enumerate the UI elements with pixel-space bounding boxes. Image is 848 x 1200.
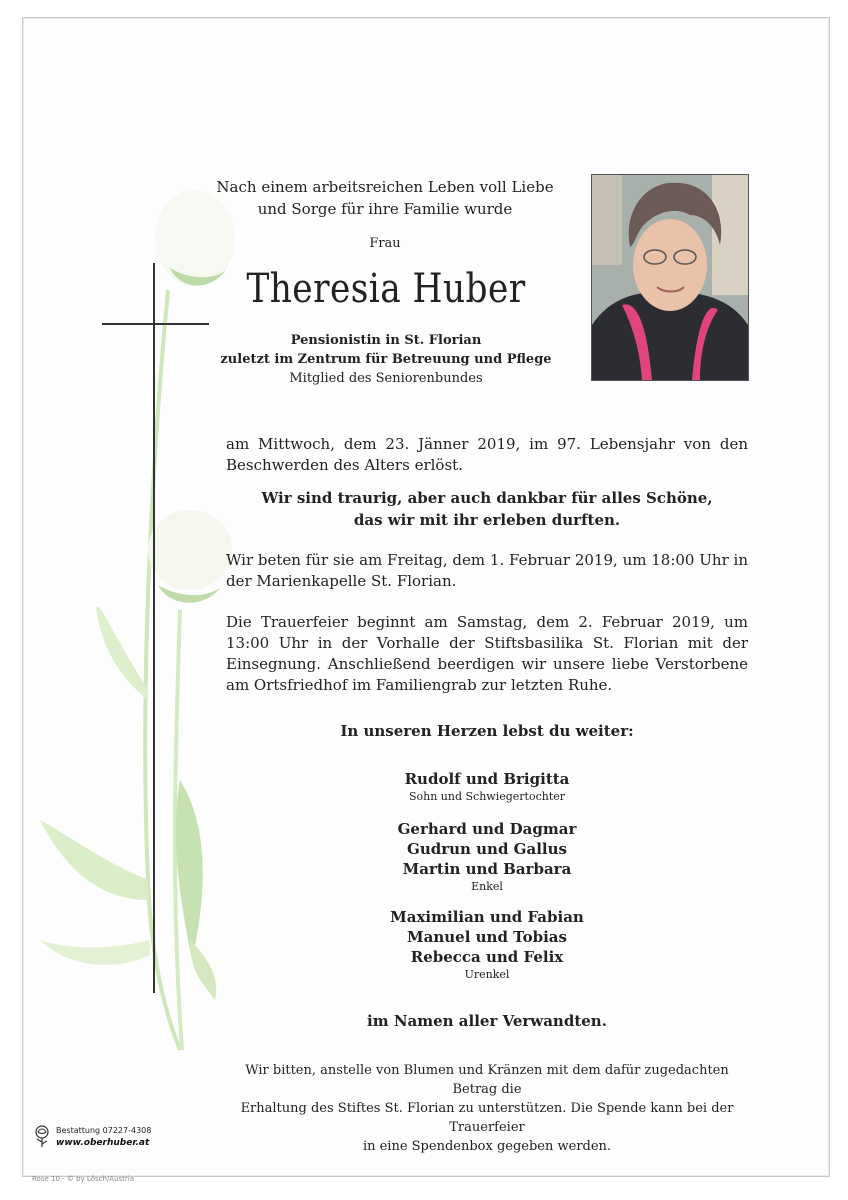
family-name: Rudolf und Brigitta: [404, 770, 570, 788]
funeral-notice: Die Trauerfeier beginnt am Samstag, dem 2. Februar 2019, um 13:00 Uhr in der Vorhalle der Stiftsbasilika St. Florian mit der Einsegnung. Anschließend beerdigen wir unsere liebe Verstorbene am Ortsfriedhof im Familiengrab zur letzten Ruhe.: [226, 613, 748, 694]
title-line: Pensionistin in St. Florian: [290, 333, 482, 348]
family-name: Rebecca und Felix: [410, 948, 564, 966]
cross-horizontal: [102, 323, 209, 325]
family-name: Martin und Barbara: [402, 860, 572, 878]
family-group-grandchildren: [300, 819, 674, 895]
quote-line: Wir sind traurig, aber auch dankbar für alles Schöne,: [261, 489, 713, 507]
logo-phone: Bestattung 07227-4308: [56, 1126, 152, 1135]
deceased-name: Theresia Huber: [246, 266, 526, 312]
salutation: Frau: [369, 236, 401, 251]
relatives-line: im Namen aller Verwandten.: [367, 1012, 607, 1030]
funeral-home-logo: [32, 1124, 172, 1154]
intro-text: [200, 176, 570, 220]
donation-note: [226, 1061, 748, 1156]
rose-logo-icon: [32, 1124, 52, 1148]
quote-line: das wir mit ihr erleben durften.: [353, 511, 621, 529]
family-name: Manuel und Tobias: [407, 928, 567, 946]
titles: [200, 331, 572, 388]
intro-line: und Sorge für ihre Familie wurde: [257, 200, 513, 218]
quote: [226, 487, 748, 531]
title-line: Mitglied des Seniorenbundes: [289, 371, 483, 386]
family-name: Gerhard und Dagmar: [397, 820, 577, 838]
title-line: zuletzt im Zentrum für Betreuung und Pflege: [220, 352, 552, 367]
donation-line: Wir bitten, anstelle von Blumen und Kränzen mit dem dafür zugedachten Betrag die: [245, 1063, 729, 1097]
family-relation: Sohn und Schwiegertochter: [408, 790, 566, 803]
family-relation: Enkel: [471, 880, 503, 893]
family-name: Gudrun und Gallus: [407, 840, 567, 858]
cross-vertical: [153, 263, 155, 993]
prayer-notice: Wir beten für sie am Freitag, dem 1. Februar 2019, um 18:00 Uhr in der Marienkapelle St. Florian.: [226, 551, 748, 590]
hearts-heading: In unseren Herzen lebst du weiter:: [340, 722, 634, 740]
death-notice: am Mittwoch, dem 23. Jänner 2019, im 97. Lebensjahr von den Beschwerden des Alters erlöst.: [226, 435, 748, 474]
family-name: Maximilian und Fabian: [390, 908, 584, 926]
donation-line: in eine Spendenbox gegeben werden.: [362, 1139, 612, 1154]
family-group-children: [300, 769, 674, 805]
donation-line: Erhaltung des Stiftes St. Florian zu unterstützen. Die Spende kann bei der Trauerfeier: [240, 1101, 734, 1135]
family-relation: Urenkel: [464, 968, 510, 981]
family-group-great-grandchildren: [300, 907, 674, 983]
design-credit: Rose 10 - © by Lösch/Austria: [32, 1175, 135, 1183]
intro-line: Nach einem arbeitsreichen Leben voll Liebe: [216, 178, 554, 196]
logo-website: www.oberhuber.at: [56, 1138, 150, 1148]
portrait-photo: [591, 174, 749, 381]
